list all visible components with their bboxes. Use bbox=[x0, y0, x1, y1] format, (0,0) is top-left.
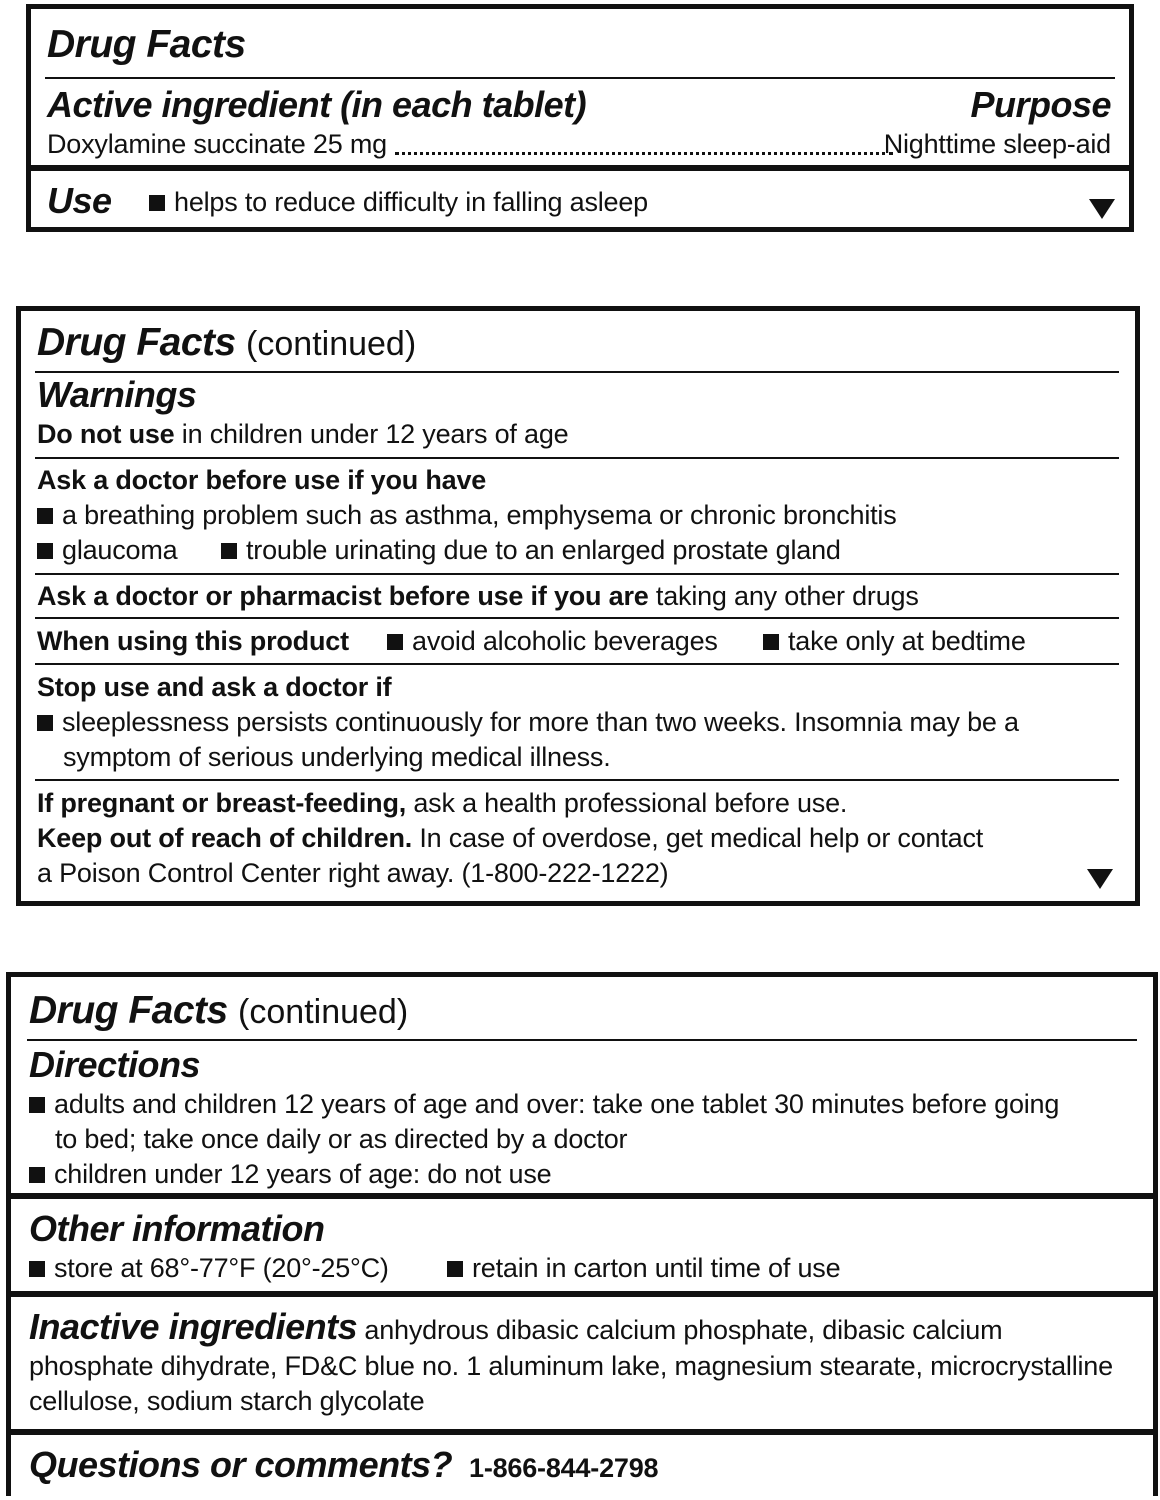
purpose-heading: Purpose bbox=[970, 84, 1111, 125]
ask-pharmacist: Ask a doctor or pharmacist before use if you are taking any other drugs bbox=[37, 581, 919, 611]
panel-title: Drug Facts (continued) bbox=[37, 321, 417, 364]
divider bbox=[35, 663, 1119, 665]
bullet-icon bbox=[29, 1167, 45, 1183]
when-using-item: take only at bedtime bbox=[763, 628, 1026, 655]
inactive-ingredients-line: cellulose, sodium starch glycolate bbox=[29, 1386, 425, 1416]
section-divider bbox=[11, 1193, 1153, 1199]
section-divider bbox=[31, 165, 1129, 171]
use-heading: Use bbox=[47, 180, 112, 221]
drug-facts-panel-2 bbox=[16, 306, 1140, 906]
bullet-icon bbox=[37, 508, 53, 524]
ask-doctor-item: a breathing problem such as asthma, emphysema or chronic bronchitis bbox=[37, 502, 897, 529]
other-information-item: retain in carton until time of use bbox=[447, 1255, 840, 1282]
bullet-icon bbox=[387, 634, 403, 650]
questions-heading: Questions or comments? bbox=[29, 1444, 453, 1485]
section-divider bbox=[11, 1291, 1153, 1297]
divider bbox=[35, 617, 1119, 619]
active-ingredient-name: Doxylamine succinate 25 mg bbox=[47, 129, 387, 159]
continue-arrow-icon bbox=[1089, 199, 1115, 219]
stop-use-heading: Stop use and ask a doctor if bbox=[37, 672, 392, 702]
divider bbox=[35, 573, 1119, 575]
do-not-use: Do not use in children under 12 years of age bbox=[37, 419, 569, 449]
dot-leader bbox=[395, 152, 893, 155]
bullet-icon bbox=[763, 634, 779, 650]
active-ingredient-heading: Active ingredient (in each tablet) bbox=[47, 84, 587, 125]
divider bbox=[35, 457, 1119, 459]
poison-control: a Poison Control Center right away. (1-800-222-1222) bbox=[37, 858, 669, 888]
use-item: helps to reduce difficulty in falling asleep bbox=[149, 189, 648, 216]
bullet-icon bbox=[149, 195, 165, 211]
continued-label: (continued) bbox=[238, 993, 409, 1031]
ask-doctor-heading: Ask a doctor before use if you have bbox=[37, 465, 487, 495]
panel-title: Drug Facts (continued) bbox=[29, 989, 409, 1032]
divider bbox=[35, 779, 1119, 781]
directions-item: children under 12 years of age: do not use bbox=[29, 1161, 551, 1188]
panel-title: Drug Facts bbox=[47, 23, 246, 66]
inactive-ingredients-heading: Inactive ingredients bbox=[29, 1306, 358, 1347]
bullet-icon bbox=[37, 543, 53, 559]
directions-item: adults and children 12 years of age and over: take one tablet 30 minutes before going bbox=[29, 1091, 1059, 1118]
stop-use-item: sleeplessness persists continuously for more than two weeks. Insomnia may be a bbox=[37, 709, 1019, 736]
when-using-label: When using this product bbox=[37, 626, 349, 656]
stop-use-item-continued: symptom of serious underlying medical illness. bbox=[63, 742, 611, 772]
keep-out-warning: Keep out of reach of children. In case of overdose, get medical help or contact bbox=[37, 823, 984, 853]
other-information-item: store at 68°-77°F (20°-25°C) bbox=[29, 1255, 389, 1282]
divider bbox=[27, 1039, 1137, 1041]
drug-facts-panel-1 bbox=[26, 4, 1134, 232]
bullet-icon bbox=[29, 1097, 45, 1113]
directions-heading: Directions bbox=[29, 1044, 201, 1085]
inactive-ingredients: Inactive ingredients anhydrous dibasic calcium phosphate, dibasic calcium bbox=[29, 1306, 1003, 1347]
warnings-heading: Warnings bbox=[37, 374, 197, 415]
bullet-icon bbox=[221, 543, 237, 559]
active-ingredient-purpose: Nighttime sleep-aid bbox=[883, 129, 1111, 159]
continued-label: (continued) bbox=[246, 325, 417, 363]
ask-doctor-item: trouble urinating due to an enlarged prostate gland bbox=[221, 537, 841, 564]
other-information-heading: Other information bbox=[29, 1208, 325, 1249]
when-using-item: avoid alcoholic beverages bbox=[387, 628, 718, 655]
bullet-icon bbox=[447, 1261, 463, 1277]
inactive-ingredients-line: phosphate dihydrate, FD&C blue no. 1 aluminum lake, magnesium stearate, microcrystalline bbox=[29, 1351, 1113, 1381]
continue-arrow-icon bbox=[1087, 869, 1113, 889]
section-divider bbox=[11, 1429, 1153, 1435]
pregnant-warning: If pregnant or breast-feeding, ask a health professional before use. bbox=[37, 788, 848, 818]
bullet-icon bbox=[37, 715, 53, 731]
bullet-icon bbox=[29, 1261, 45, 1277]
ask-doctor-item: glaucoma bbox=[37, 537, 177, 564]
drug-facts-panel-3 bbox=[6, 972, 1158, 1496]
directions-item-continued: to bed; take once daily or as directed by a doctor bbox=[55, 1124, 628, 1154]
questions-phone: 1-866-844-2798 bbox=[469, 1453, 659, 1483]
divider bbox=[45, 77, 1115, 79]
divider bbox=[35, 371, 1119, 373]
